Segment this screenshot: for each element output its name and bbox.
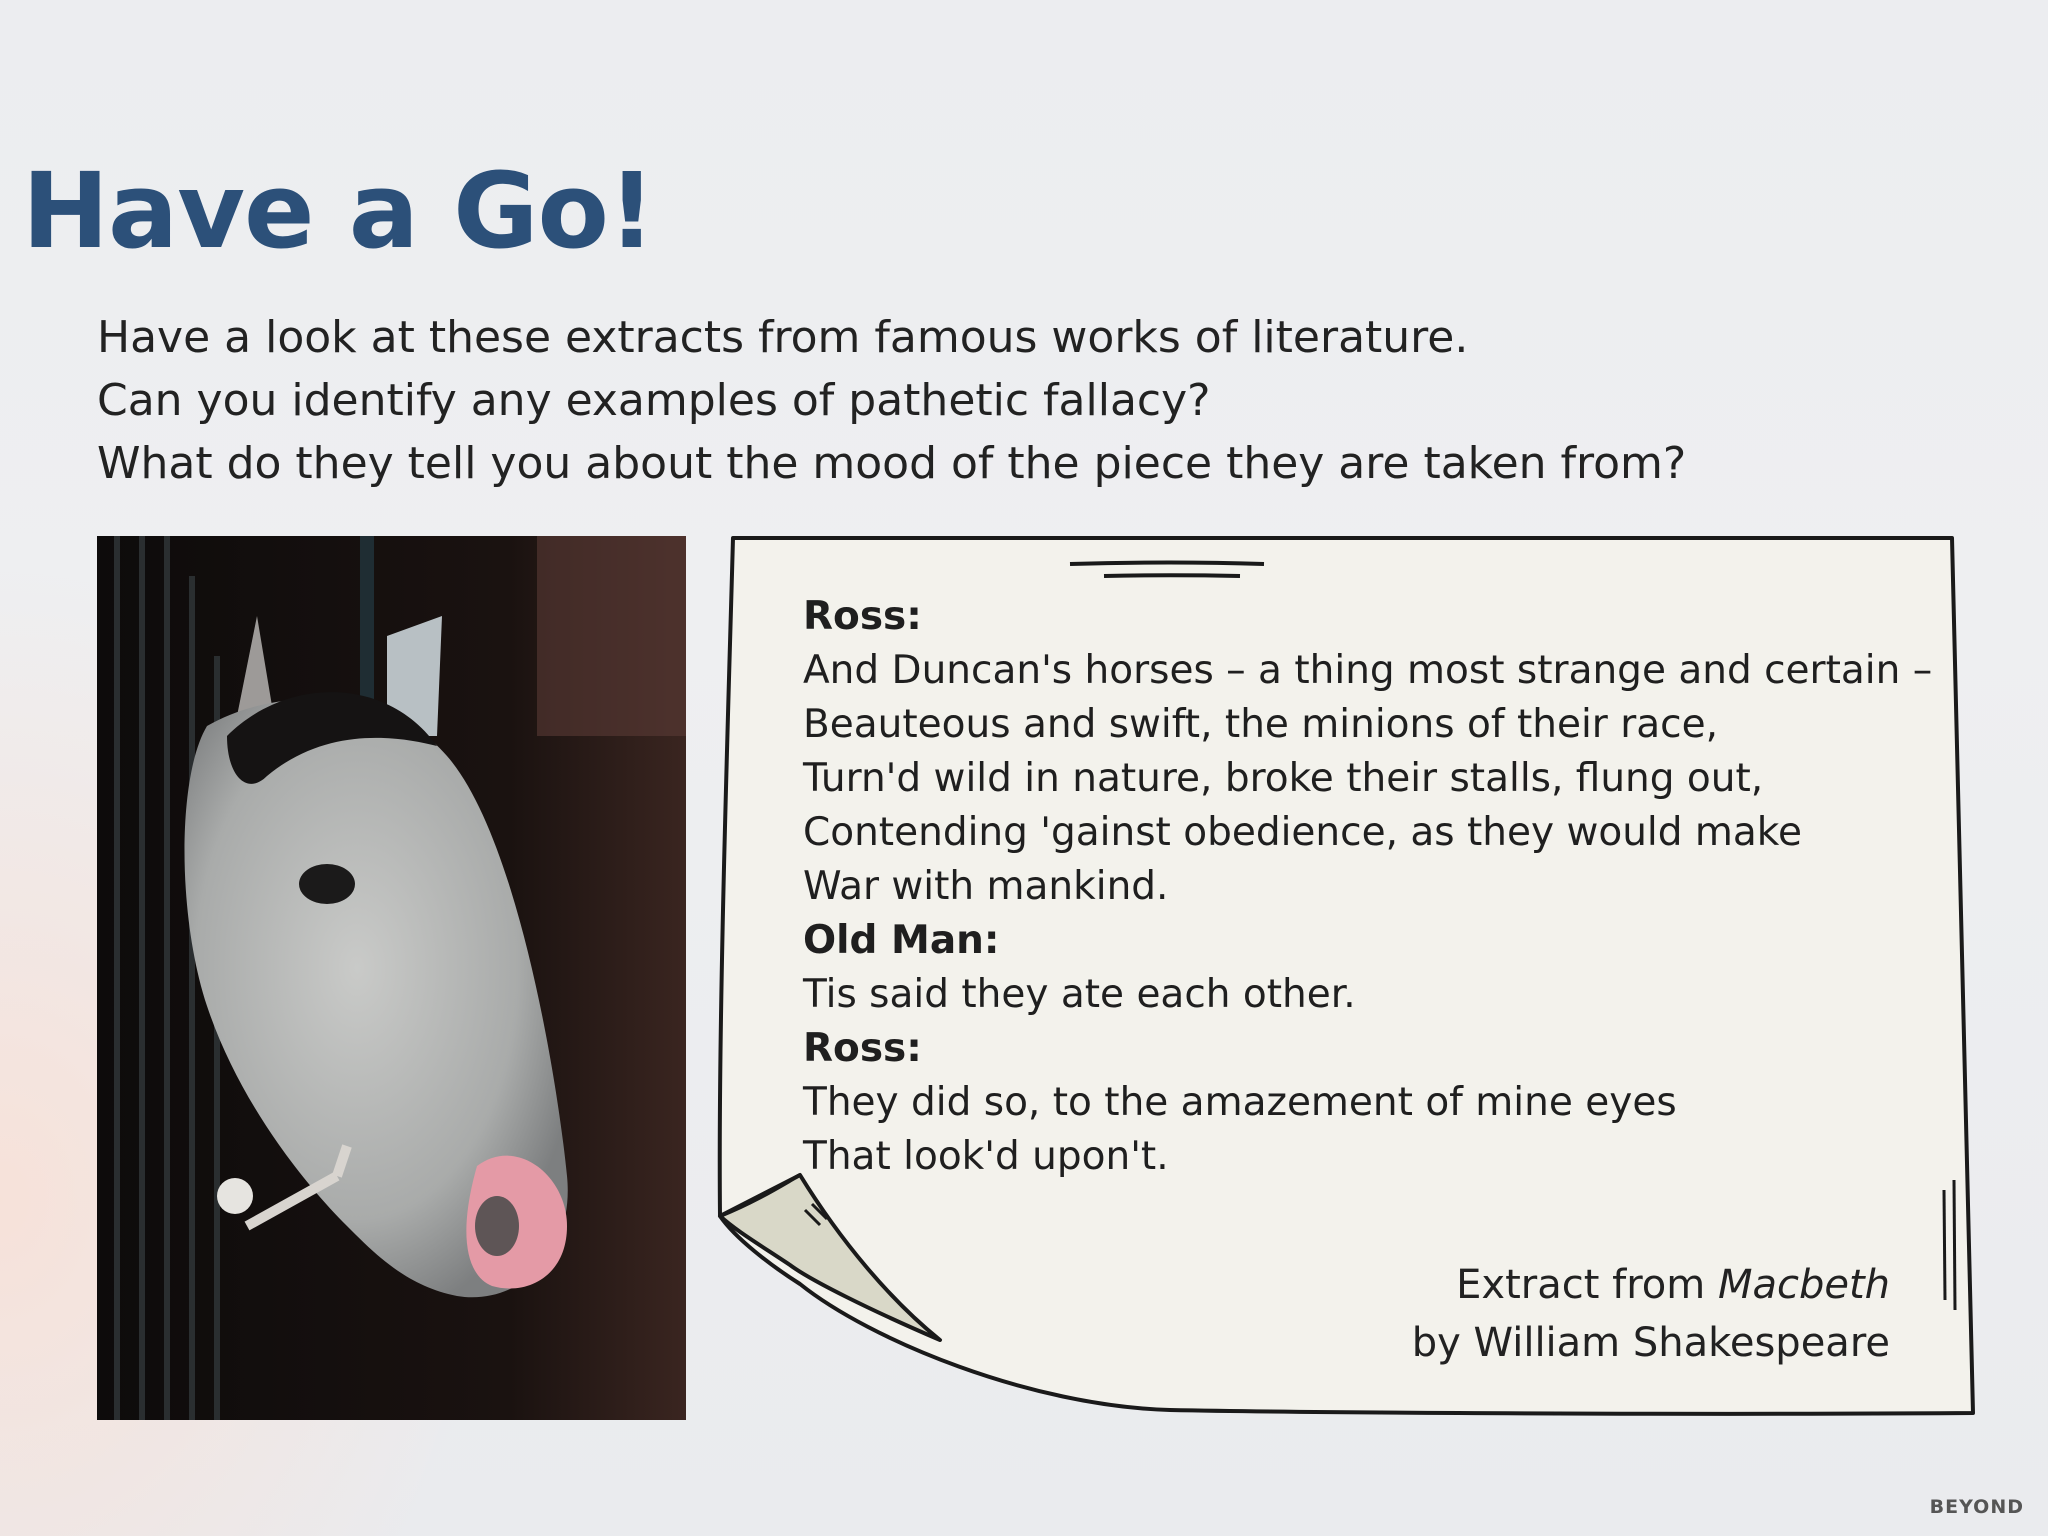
verse-line: War with mankind. — [803, 864, 1169, 909]
verse-line: Tis said they ate each other. — [803, 972, 1356, 1017]
verse-line: Contending 'gainst obedience, as they would make — [803, 810, 1802, 855]
horse-photo — [97, 536, 686, 1420]
speaker-name: Old Man: — [803, 918, 1000, 963]
intro-line: What do they tell you about the mood of the piece they are taken from? — [97, 438, 1687, 489]
horse-illustration — [97, 536, 686, 1420]
credit-work-title: Macbeth — [1717, 1262, 1890, 1308]
verse-line: Turn'd wild in nature, broke their stalls, flung out, — [803, 756, 1764, 801]
intro-line: Can you identify any examples of pathetic fallacy? — [97, 375, 1211, 426]
speaker-name: Ross: — [803, 594, 922, 639]
verse-line: That look'd upon't. — [803, 1134, 1169, 1179]
intro-line: Have a look at these extracts from famous works of literature. — [97, 312, 1469, 363]
speaker-name: Ross: — [803, 1026, 922, 1071]
brand-logo: BEYOND — [1929, 1496, 2024, 1518]
verse-line: And Duncan's horses – a thing most strange and certain – — [803, 648, 1933, 693]
credit-work-line — [1412, 1256, 1890, 1314]
slide-title: Have a Go! — [22, 150, 655, 272]
credit-prefix: Extract from — [1456, 1262, 1718, 1308]
macbeth-extract — [803, 590, 1932, 1184]
extract-credit — [1412, 1256, 1890, 1372]
intro-text — [97, 306, 1686, 495]
verse-line: Beauteous and swift, the minions of their race, — [803, 702, 1718, 747]
verse-line: They did so, to the amazement of mine eyes — [803, 1080, 1677, 1125]
credit-author: by William Shakespeare — [1411, 1320, 1890, 1366]
